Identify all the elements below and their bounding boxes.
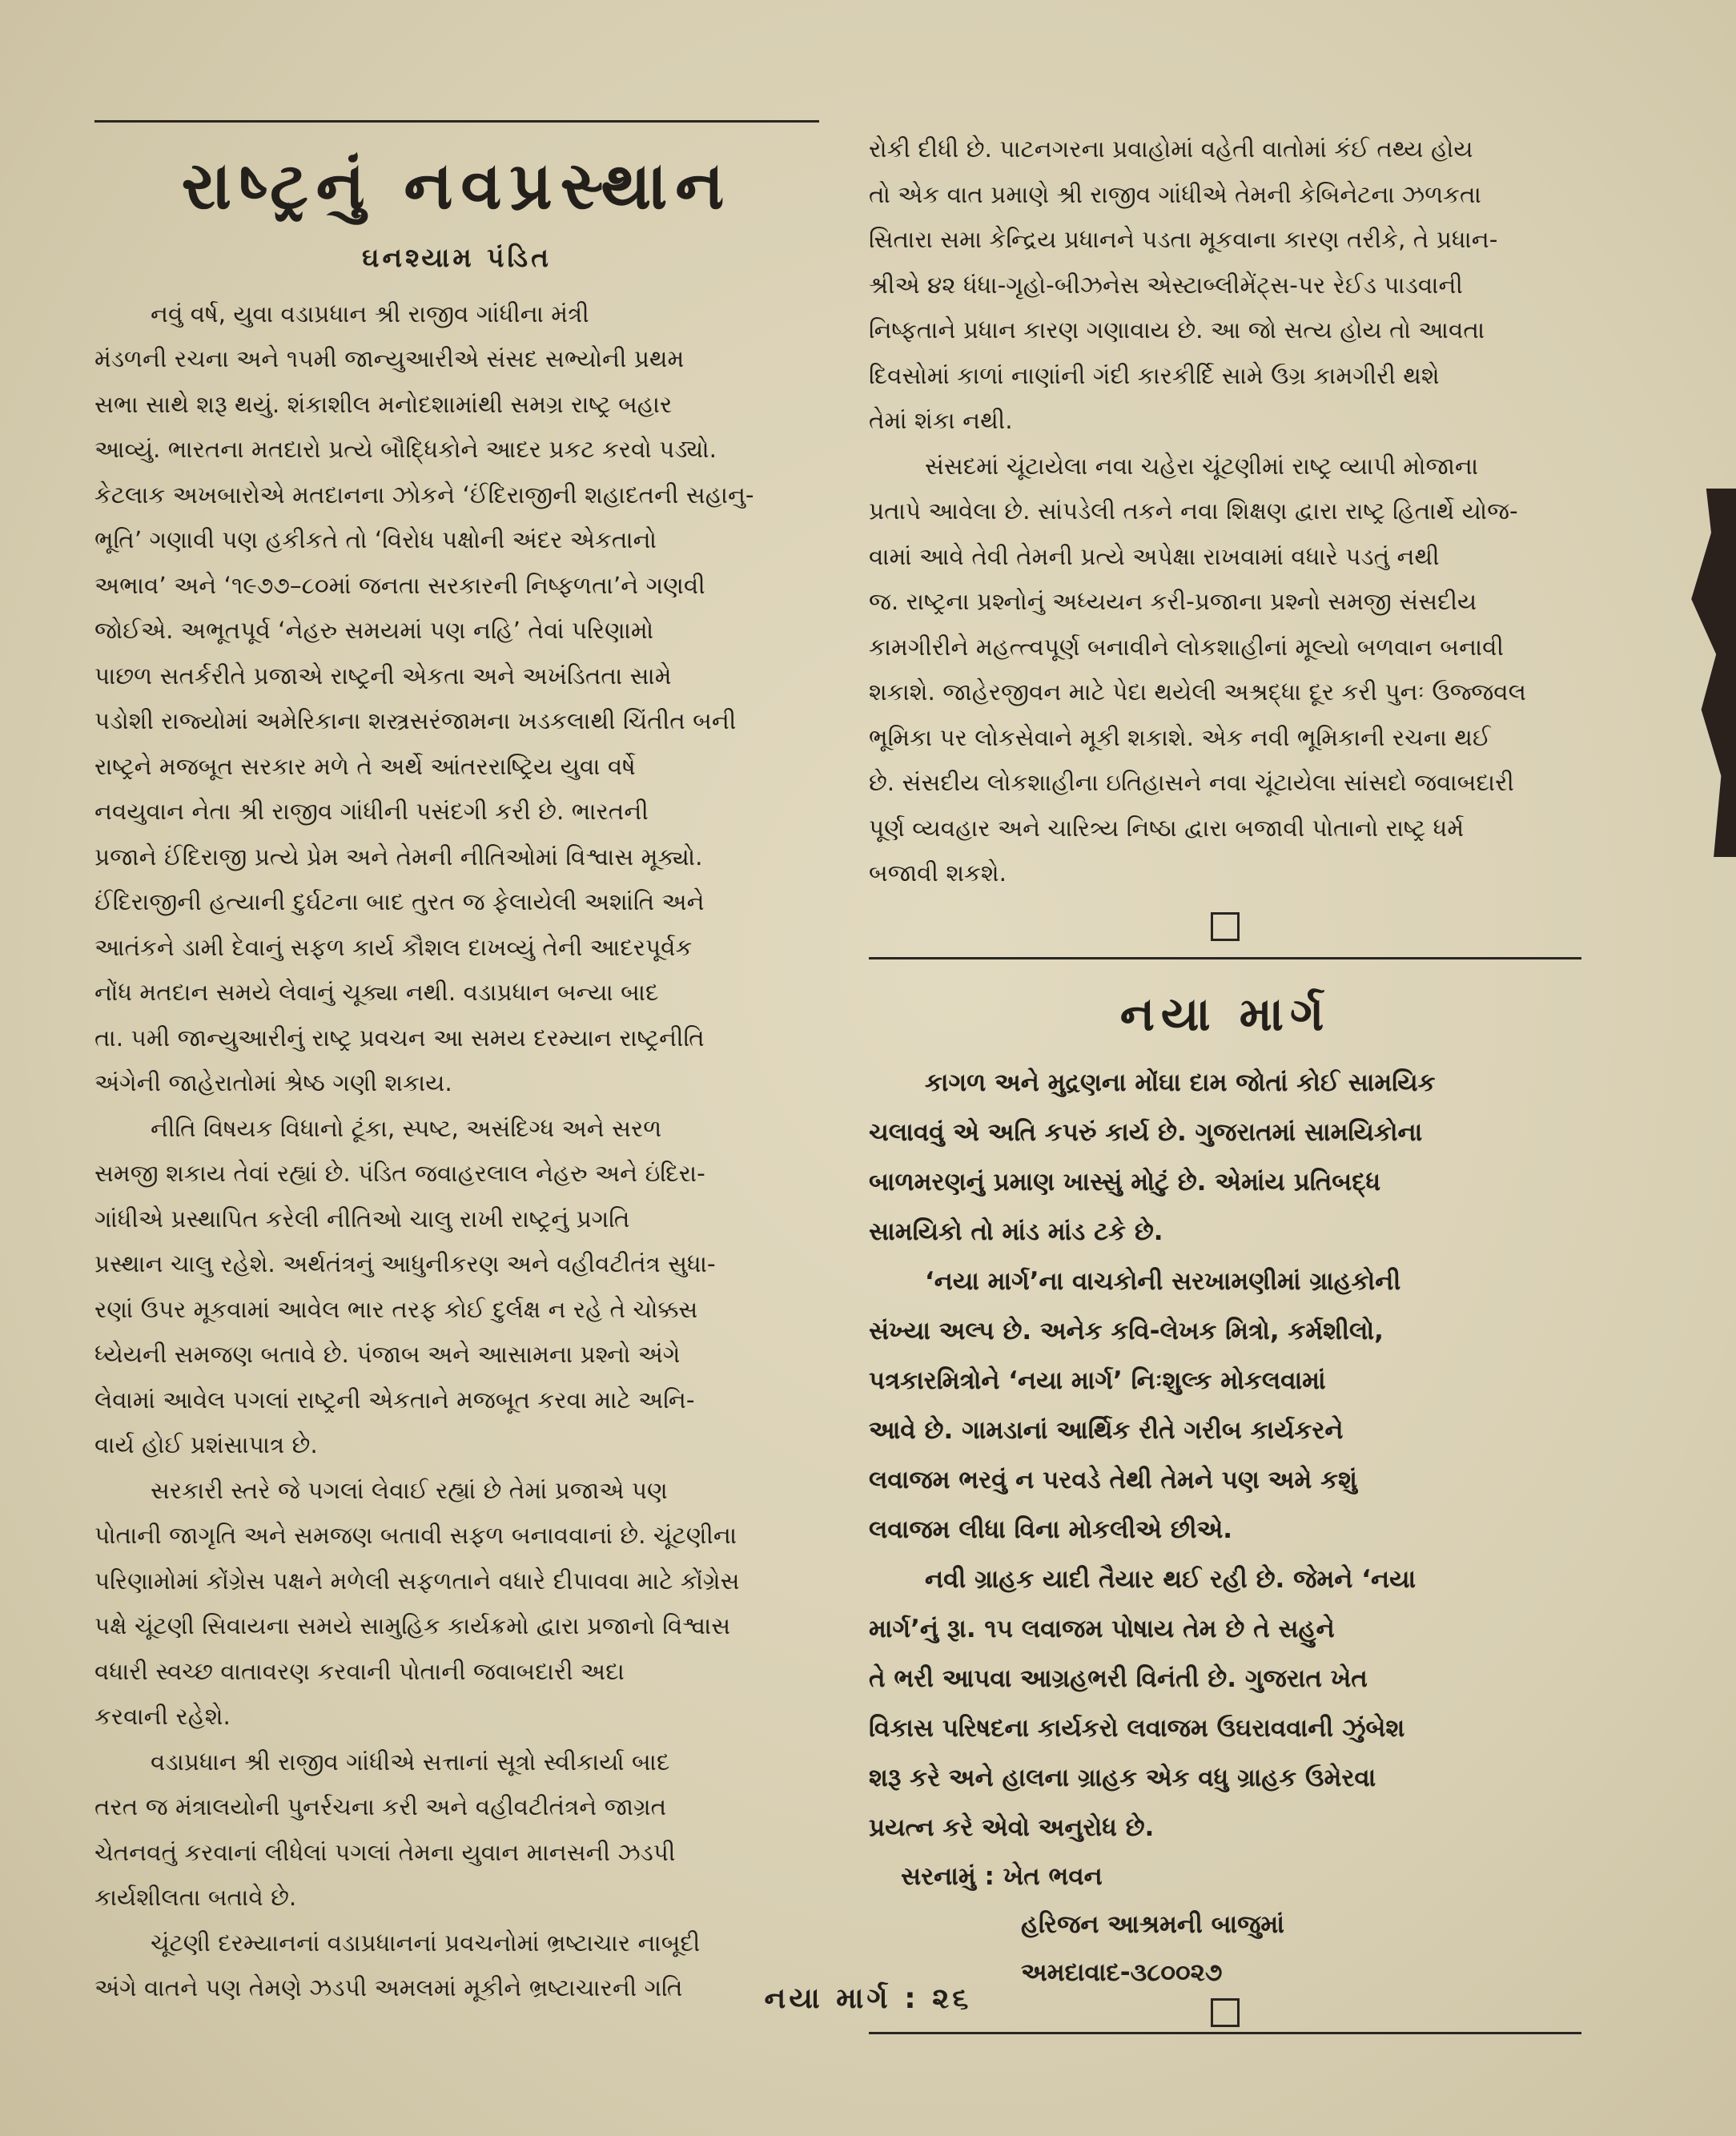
section-end-square-icon <box>1211 912 1240 941</box>
top-rule-left <box>94 120 819 123</box>
page-footer: નયા માર્ગ : ૨૬ <box>764 1982 972 2015</box>
address-line-2: હરિજન આશ્રમની બાજુમાં <box>1021 1909 1284 1939</box>
article-paragraph: નીતિ વિષયક વિધાનો ટૂંકા, સ્પષ્ટ, અસંદિગ્ધ અને સરળ સમજી શકાય તેવાં રહ્યાં છે. પંડિત જવાહરલાલ નેહરુ અને ઇંદિરા- ગાંધીએ પ્રસ્થાપિત કરેલી નીતિઓ ચાલુ રાખી રાષ્ટ્રનું પ્રગતિ પ્રસ્થાન ચાલુ રહેશે. અર્થતંત્રનું આધુનીકરણ અને વહીવટીતંત્ર સુધા- રણાં ઉપર મૂકવામાં આવેલ ભાર તરફ કોઈ દુર્લક્ષ ન રહે તે ચોક્કસ ધ્યેયની સમજણ બતાવે છે. પંજાબ અને આસામના પ્રશ્નો અંગે લેવામાં આવેલ પગલાં રાષ્ટ્રની એકતાને મજબૂત કરવા માટે અનિ- વાર્ય હોઈ પ્રશંસાપાત્ર છે. <box>94 1114 716 1458</box>
notice-paragraph: ‘નયા માર્ગ’ના વાચકોની સરખામણીમાં ગ્રાહકોની સંખ્યા અલ્પ છે. અનેક કવિ-લેખક મિત્રો, કર્મશીલો, પત્રકારમિત્રોને ‘નયા માર્ગ’ નિઃશુલ્ક મોકલવામાં આવે છે. ગામડાનાં આર્થિક રીતે ગરીબ કાર્યકરને લવાજમ ભરવું ન પરવડે તેથી તેમને પણ અમે કશું લવાજમ લીધા વિના મોકલીએ છીએ. <box>869 1266 1401 1544</box>
address-label: સરનામું : <box>901 1861 995 1891</box>
notice-bottom-rule <box>869 2032 1581 2034</box>
notice-paragraph: નવી ગ્રાહક યાદી તૈયાર થઈ રહી છે. જેમને ‘નયા માર્ગ’નું રૂા. ૧૫ લવાજમ પોષાય તેમ છે તે સહુને તે ભરી આપવા આગ્રહભરી વિનંતી છે. ગુજરાત ખેત વિકાસ પરિષદના કાર્યકરો લવાજમ ઉઘરાવવાની ઝુંબેશ શરૂ કરે અને હાલના ગ્રાહક એક વધુ ગ્રાહક ઉમેરવા પ્રયત્ન કરે એવો અનુરોધ છે. <box>869 1564 1417 1842</box>
right-column <box>869 120 1581 2034</box>
article-paragraph: સરકારી સ્તરે જે પગલાં લેવાઈ રહ્યાં છે તેમાં પ્રજાએ પણ પોતાની જાગૃતિ અને સમજણ બતાવી સફળ બનાવવાનાં છે. ચૂંટણીના પરિણામોમાં કોંગ્રેસ પક્ષને મળેલી સફળતાને વધારે દીપાવવા માટે કોંગ્રેસ પક્ષે ચૂંટણી સિવાયના સમયે સામુહિક કાર્યક્રમો દ્વારા પ્રજાનો વિશ્વાસ વધારી સ્વચ્છ વાતાવરણ કરવાની પોતાની જવાબદારી અદા કરવાની રહેશે. <box>94 1476 740 1730</box>
article-title: રાષ્ટ્રનું નવપ્રસ્થાન <box>181 147 733 224</box>
article-paragraph: વડાપ્રધાન શ્રી રાજીવ ગાંધીએ સત્તાનાં સૂત્રો સ્વીકાર્યા બાદ તરત જ મંત્રાલયોની પુનર્રચના કરી અને વહીવટીતંત્રને જાગ્રત ચેતનવતું કરવાનાં લીધેલાં પગલાં તેમના યુવાન માનસની ઝડપી કાર્યશીલતા બતાવે છે. <box>94 1748 676 1911</box>
notice-paragraph: કાગળ અને મુદ્રણના મોંઘા દામ જોતાં કોઈ સામયિક ચલાવવું એ અતિ કપરું કાર્ય છે. ગુજરાતમાં સામયિકોના બાળમરણનું પ્રમાણ ખાસ્સું મોટું છે. એમાંય પ્રતિબદ્ધ સામયિકો તો માંડ માંડ ટકે છે. <box>869 1068 1436 1246</box>
left-column <box>94 120 819 2011</box>
article-continued-paragraph: રોકી દીધી છે. પાટનગરના પ્રવાહોમાં વહેતી વાતોમાં કંઈ તથ્ય હોય તો એક વાત પ્રમાણે શ્રી રાજીવ ગાંધીએ તેમની કેબિનેટના ઝળકતા સિતારા સમા કેન્દ્રિય પ્રધાનને પડતા મૂકવાના કારણ તરીકે, તે પ્રધાન- શ્રીએ ૪૨ ધંધા-ગૃહો-બીઝનેસ એસ્ટાબ્લીમેંટ્સ-પર રેઈડ પાડવાની નિષ્ફતાને પ્રધાન કારણ ગણાવાય છે. આ જો સત્ય હોય તો આવતા દિવસોમાં કાળાં નાણાંની ગંદી કારકીર્દિ સામે ઉગ્ર કામગીરી થશે તેમાં શંકા નથી. <box>869 135 1498 434</box>
address-line-1: ખેત ભવન <box>1003 1861 1103 1891</box>
notice-address <box>901 1852 1581 1997</box>
article-paragraph: નવું વર્ષ, યુવા વડાપ્રધાન શ્રી રાજીવ ગાંધીના મંત્રી મંડળની રચના અને ૧૫મી જાન્યુઆરીએ સંસદ સભ્યોની પ્રથમ સભા સાથે શરૂ થયું. શંકાશીલ મનોદશામાંથી સમગ્ર રાષ્ટ્ર બહાર આવ્યું. ભારતના મતદારો પ્રત્યે બૌદ્ધિકોને આદર પ્રકટ કરવો પડ્યો. કેટલાક અખબારોએ મતદાનના ઝોકને ‘ઈંદિરાજીની શહાદતની સહાનુ- ભૂતિ’ ગણાવી પણ હકીકતે તો ‘વિરોધ પક્ષોની અંદર એકતાનો અભાવ’ અને ‘૧૯૭૭–૮૦માં જનતા સરકારની નિષ્ફળતા’ને ગણવી જોઈએ. અભૂતપૂર્વ ‘નેહરુ સમયમાં પણ નહિ’ તેવાં પરિણામો પાછળ સતર્કરીતે પ્રજાએ રાષ્ટ્રની એકતા અને અખંડિતતા સામે પડોશી રાજ્યોમાં અમેરિકાના શસ્ત્રસરંજામના ખડકલાથી ચિંતીત બની રાષ્ટ્રને મજબૂત સરકાર મળે તે અર્થે આંતરરાષ્ટ્રિય યુવા વર્ષે નવયુવાન નેતા શ્રી રાજીવ ગાંધીની પસંદગી કરી છે. ભારતની પ્રજાને ઈંદિરાજી પ્રત્યે પ્રેમ અને તેમની નીતિઓમાં વિશ્વાસ મૂક્યો. ઈંદિરાજીની હત્યાની દુર્ઘટના બાદ તુરત જ ફેલાયેલી અશાંતિ અને આતંકને ડામી દેવાનું સફળ કાર્ય કૌશલ દાખવ્યું તેની આદરપૂર્વક નોંધ મતદાન સમયે લેવાનું ચૂક્યા નથી. વડાપ્રધાન બન્યા બાદ તા. ૫મી જાન્યુઆરીનું રાષ્ટ્ર પ્રવચન આ સમય દરમ્યાન રાષ્ટ્રનીતિ અંગેની જાહેરાતોમાં શ્રેષ્ઠ ગણી શકાય. <box>94 300 754 1096</box>
article-paragraph: ચૂંટણી દરમ્યાનનાં વડાપ્રધાનનાં પ્રવચનોમાં ભ્રષ્ટાચાર નાબૂદી અંગે વાતને પણ તેમણે ઝડપી અમલમાં મૂકીને ભ્રષ્ટાચારની ગતિ <box>94 1929 701 2001</box>
torn-edge-decoration <box>1686 489 1736 857</box>
address-line-3: અમદાવાદ-૩૮૦૦૨૭ <box>1021 1957 1223 1987</box>
article-continued-paragraph: સંસદમાં ચૂંટાયેલા નવા ચહેરા ચૂંટણીમાં રાષ્ટ્ર વ્યાપી મોજાના પ્રતાપે આવેલા છે. સાંપડેલી તકને નવા શિક્ષણ દ્વારા રાષ્ટ્ર હિતાર્થે યોજ- વામાં આવે તેવી તેમની પ્રત્યે અપેક્ષા રાખવામાં વધારે પડતું નથી જ. રાષ્ટ્રના પ્રશ્નોનું અધ્યયન કરી-પ્રજાના પ્રશ્નો સમજી સંસદીય કામગીરીને મહત્ત્વપૂર્ણ બનાવીને લોકશાહીનાં મૂલ્યો બળવાન બનાવી શકાશે. જાહેરજીવન માટે પેદા થયેલી અશ્રદ્ધા દૂર કરી પુનઃ ઉજ્જવલ ભૂમિકા પર લોકસેવાને મૂકી શકાશે. એક નવી ભૂમિકાની રચના થઈ છે. સંસદીય લોકશાહીના ઇતિહાસને નવા ચૂંટાયેલા સાંસદો જવાબદારી પૂર્ણ વ્યવહાર અને ચારિત્ર્ય નિષ્ઠા દ્વારા બજાવી પોતાનો રાષ્ટ્ર ધર્મ બજાવી શકશે. <box>869 452 1526 887</box>
notice-title: નયા માર્ગ <box>1119 986 1331 1041</box>
notice-top-rule <box>869 957 1581 959</box>
article-author: ઘનશ્યામ પંડિત <box>362 241 552 273</box>
